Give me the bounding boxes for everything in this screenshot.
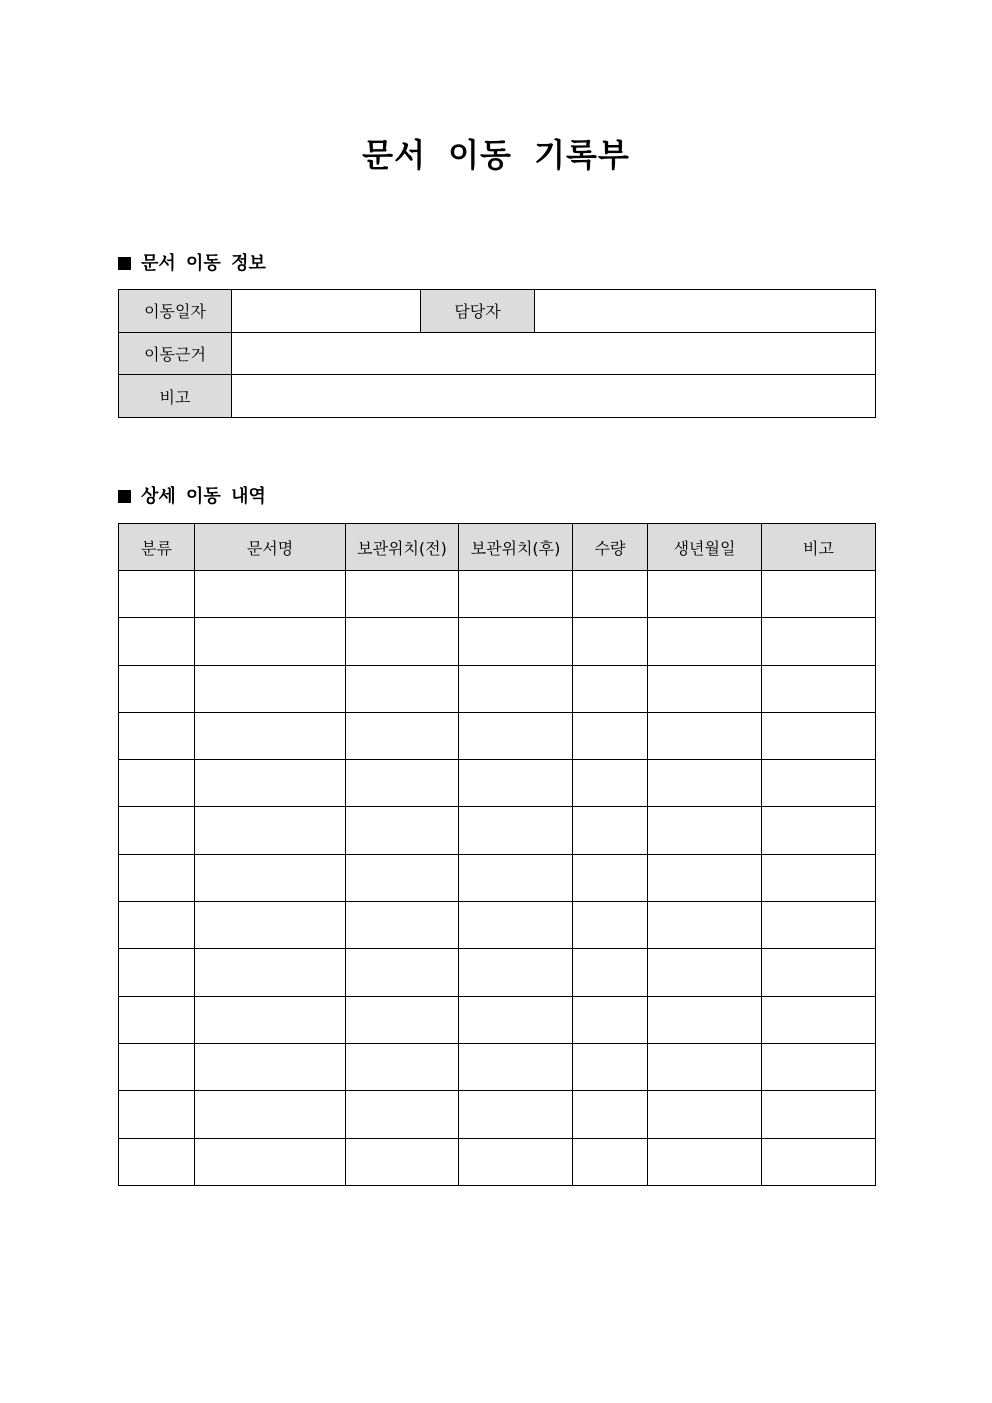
cell-location-before[interactable] <box>346 1091 459 1138</box>
cell-birthdate[interactable] <box>648 949 762 996</box>
move-reason-field[interactable] <box>232 332 876 375</box>
cell-document-name[interactable] <box>195 571 346 618</box>
cell-document-name[interactable] <box>195 807 346 854</box>
label-move-date: 이동일자 <box>119 290 232 333</box>
cell-quantity[interactable] <box>573 665 648 712</box>
cell-category[interactable] <box>119 571 195 618</box>
cell-document-name[interactable] <box>195 1138 346 1185</box>
cell-location-after[interactable] <box>459 760 573 807</box>
cell-location-after[interactable] <box>459 712 573 759</box>
section-heading-info-text: 문서 이동 정보 <box>141 253 266 274</box>
manager-field[interactable] <box>535 290 876 333</box>
table-row <box>119 1091 876 1138</box>
cell-quantity[interactable] <box>573 949 648 996</box>
cell-document-name[interactable] <box>195 618 346 665</box>
cell-birthdate[interactable] <box>648 665 762 712</box>
cell-location-before[interactable] <box>346 807 459 854</box>
cell-birthdate[interactable] <box>648 618 762 665</box>
cell-location-after[interactable] <box>459 618 573 665</box>
section-heading-detail <box>118 485 266 509</box>
cell-location-before[interactable] <box>346 760 459 807</box>
cell-birthdate[interactable] <box>648 712 762 759</box>
cell-location-before[interactable] <box>346 712 459 759</box>
table-header-row <box>119 524 876 571</box>
cell-quantity[interactable] <box>573 712 648 759</box>
cell-note[interactable] <box>762 949 876 996</box>
cell-location-after[interactable] <box>459 665 573 712</box>
cell-quantity[interactable] <box>573 854 648 901</box>
cell-location-after[interactable] <box>459 1091 573 1138</box>
cell-category[interactable] <box>119 1043 195 1090</box>
label-manager: 담당자 <box>421 290 535 333</box>
square-bullet-icon <box>118 490 131 503</box>
cell-note[interactable] <box>762 618 876 665</box>
cell-birthdate[interactable] <box>648 807 762 854</box>
cell-document-name[interactable] <box>195 949 346 996</box>
cell-note[interactable] <box>762 807 876 854</box>
cell-note[interactable] <box>762 1138 876 1185</box>
cell-note[interactable] <box>762 1091 876 1138</box>
cell-category[interactable] <box>119 949 195 996</box>
cell-document-name[interactable] <box>195 902 346 949</box>
column-header-location-after: 보관위치(후) <box>459 524 573 571</box>
table-row <box>119 712 876 759</box>
table-row <box>119 665 876 712</box>
page-title: 문서 이동 기록부 <box>362 136 630 174</box>
cell-category[interactable] <box>119 618 195 665</box>
cell-quantity[interactable] <box>573 1091 648 1138</box>
cell-note[interactable] <box>762 996 876 1043</box>
cell-birthdate[interactable] <box>648 1043 762 1090</box>
cell-birthdate[interactable] <box>648 1138 762 1185</box>
cell-category[interactable] <box>119 1091 195 1138</box>
cell-document-name[interactable] <box>195 712 346 759</box>
cell-category[interactable] <box>119 760 195 807</box>
cell-document-name[interactable] <box>195 665 346 712</box>
cell-location-after[interactable] <box>459 1043 573 1090</box>
move-info-table <box>118 289 876 418</box>
note-field[interactable] <box>232 375 876 418</box>
move-detail-table <box>118 523 876 1186</box>
cell-birthdate[interactable] <box>648 854 762 901</box>
cell-location-before[interactable] <box>346 996 459 1043</box>
column-header-location-before: 보관위치(전) <box>346 524 459 571</box>
cell-location-before[interactable] <box>346 1138 459 1185</box>
cell-location-before[interactable] <box>346 949 459 996</box>
cell-category[interactable] <box>119 1138 195 1185</box>
cell-category[interactable] <box>119 854 195 901</box>
section-heading-detail-text: 상세 이동 내역 <box>141 486 266 507</box>
table-row <box>119 902 876 949</box>
cell-birthdate[interactable] <box>648 996 762 1043</box>
cell-category[interactable] <box>119 902 195 949</box>
cell-document-name[interactable] <box>195 760 346 807</box>
cell-note[interactable] <box>762 760 876 807</box>
cell-category[interactable] <box>119 996 195 1043</box>
section-heading-info <box>118 252 266 276</box>
cell-quantity[interactable] <box>573 571 648 618</box>
cell-location-after[interactable] <box>459 996 573 1043</box>
cell-quantity[interactable] <box>573 807 648 854</box>
table-row <box>119 571 876 618</box>
column-header-category: 분류 <box>119 524 195 571</box>
cell-location-before[interactable] <box>346 571 459 618</box>
cell-birthdate[interactable] <box>648 902 762 949</box>
cell-quantity[interactable] <box>573 1043 648 1090</box>
table-row <box>119 1043 876 1090</box>
cell-location-after[interactable] <box>459 1138 573 1185</box>
label-note: 비고 <box>119 375 232 418</box>
square-bullet-icon <box>118 257 131 270</box>
cell-location-after[interactable] <box>459 902 573 949</box>
table-row <box>119 618 876 665</box>
cell-note[interactable] <box>762 571 876 618</box>
cell-location-before[interactable] <box>346 1043 459 1090</box>
column-header-quantity: 수량 <box>573 524 648 571</box>
cell-quantity[interactable] <box>573 996 648 1043</box>
cell-location-after[interactable] <box>459 854 573 901</box>
table-row <box>119 807 876 854</box>
cell-category[interactable] <box>119 665 195 712</box>
column-header-document-name: 문서명 <box>195 524 346 571</box>
cell-document-name[interactable] <box>195 1091 346 1138</box>
table-row <box>119 760 876 807</box>
cell-location-before[interactable] <box>346 854 459 901</box>
cell-note[interactable] <box>762 854 876 901</box>
cell-quantity[interactable] <box>573 1138 648 1185</box>
table-row <box>119 949 876 996</box>
cell-location-before[interactable] <box>346 902 459 949</box>
cell-location-before[interactable] <box>346 618 459 665</box>
label-move-reason: 이동근거 <box>119 332 232 375</box>
cell-location-after[interactable] <box>459 807 573 854</box>
cell-location-before[interactable] <box>346 665 459 712</box>
cell-birthdate[interactable] <box>648 1091 762 1138</box>
cell-location-after[interactable] <box>459 949 573 996</box>
table-row <box>119 996 876 1043</box>
cell-category[interactable] <box>119 807 195 854</box>
cell-note[interactable] <box>762 1043 876 1090</box>
move-date-field[interactable] <box>232 290 421 333</box>
cell-note[interactable] <box>762 712 876 759</box>
column-header-birthdate: 생년월일 <box>648 524 762 571</box>
cell-quantity[interactable] <box>573 902 648 949</box>
cell-note[interactable] <box>762 665 876 712</box>
cell-document-name[interactable] <box>195 1043 346 1090</box>
table-row <box>119 1138 876 1185</box>
table-row <box>119 854 876 901</box>
cell-document-name[interactable] <box>195 996 346 1043</box>
column-header-note: 비고 <box>762 524 876 571</box>
cell-note[interactable] <box>762 902 876 949</box>
cell-birthdate[interactable] <box>648 571 762 618</box>
cell-birthdate[interactable] <box>648 760 762 807</box>
cell-quantity[interactable] <box>573 618 648 665</box>
cell-category[interactable] <box>119 712 195 759</box>
cell-quantity[interactable] <box>573 760 648 807</box>
cell-document-name[interactable] <box>195 854 346 901</box>
cell-location-after[interactable] <box>459 571 573 618</box>
